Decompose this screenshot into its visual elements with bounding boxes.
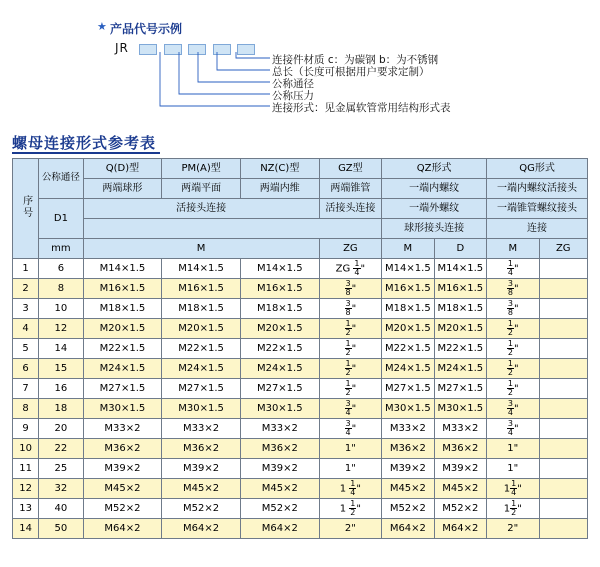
product-code-legend [0,0,600,128]
cell-q: M52×2 [83,499,162,519]
cell-qz-m: M24×1.5 [382,359,434,379]
cell-q: M36×2 [83,439,162,459]
cell-qg-m: $\frac{1}{2}$ " [487,379,539,399]
cell-seq: 2 [13,279,39,299]
legend-item-length: 总长（长度可根据用户要求定制） [272,66,430,78]
cell-qz-m: M45×2 [382,479,434,499]
header-type-q: Q(D)型 [83,159,162,179]
header-unit-qg-m: M [487,239,539,259]
table-row [13,319,588,339]
cell-qz-d: M22×1.5 [434,339,486,359]
cell-qg-zg [539,319,588,339]
header-sub-qz: 一端内螺纹 [382,179,487,199]
cell-q: M27×1.5 [83,379,162,399]
header-sub-qg: 一端内螺纹活接头 [487,179,588,199]
cell-nz: M45×2 [240,479,319,499]
page-title: 螺母连接形式参考表 [12,134,157,152]
header-unit-mm: mm [39,239,83,259]
table-row [13,339,588,359]
cell-nz: M16×1.5 [240,279,319,299]
cell-seq: 14 [13,519,39,539]
cell-qz-m: M39×2 [382,459,434,479]
cell-qz-m: M18×1.5 [382,299,434,319]
header-unit-qg-zg: ZG [539,239,588,259]
cell-qg-zg [539,379,588,399]
table-row [13,479,588,499]
cell-q: M30×1.5 [83,399,162,419]
cell-gz: $\frac{1}{2}$ " [319,379,382,399]
cell-q: M39×2 [83,459,162,479]
header-sub-gz: 两端锥管 [319,179,382,199]
cell-dn: 12 [39,319,83,339]
header-type-qz: QZ形式 [382,159,487,179]
legend-item-nominal-pressure: 公称压力 [272,90,314,102]
table-row [13,419,588,439]
cell-qg-m: 2" [487,519,539,539]
cell-dn: 10 [39,299,83,319]
cell-q: M45×2 [83,479,162,499]
cell-gz: ZG $\frac{1}{4}$ " [319,259,382,279]
cell-pm: M33×2 [162,419,241,439]
cell-pm: M16×1.5 [162,279,241,299]
cell-qg-zg [539,279,588,299]
cell-dn: 25 [39,459,83,479]
header-unit-m: M [83,239,319,259]
cell-qg-zg [539,439,588,459]
cell-qg-m: $\frac{3}{4}$ " [487,419,539,439]
table-row [13,379,588,399]
header-type-qg: QG形式 [487,159,588,179]
cell-nz: M39×2 [240,459,319,479]
cell-qz-m: M22×1.5 [382,339,434,359]
cell-qz-d: M39×2 [434,459,486,479]
cell-qg-m: $\frac{1}{2}$ " [487,339,539,359]
cell-gz: $\frac{3}{4}$ " [319,419,382,439]
header-type-nz: NZ(C)型 [240,159,319,179]
cell-gz: 2" [319,519,382,539]
table-row [13,399,588,419]
cell-qg-zg [539,359,588,379]
cell-pm: M30×1.5 [162,399,241,419]
cell-qg-zg [539,519,588,539]
cell-dn: 8 [39,279,83,299]
cell-dn: 50 [39,519,83,539]
cell-qz-m: M27×1.5 [382,379,434,399]
cell-nz: M22×1.5 [240,339,319,359]
cell-nz: M33×2 [240,419,319,439]
cell-q: M16×1.5 [83,279,162,299]
cell-qz-m: M33×2 [382,419,434,439]
cell-qg-zg [539,499,588,519]
cell-qz-d: M27×1.5 [434,379,486,399]
header-qg-connect: 连接 [487,219,588,239]
cell-dn: 20 [39,419,83,439]
cell-gz: $\frac{1}{2}$ " [319,319,382,339]
header-qz-thread: 一端外螺纹 [382,199,487,219]
table-row [13,279,588,299]
cell-qz-m: M64×2 [382,519,434,539]
cell-qg-m: $\frac{3}{4}$ " [487,399,539,419]
header-gz-connection: 活接头连接 [319,199,382,219]
header-sub-nz: 两端内维 [240,179,319,199]
legend-item-nominal-diameter: 公称通径 [272,78,314,90]
cell-gz: $\frac{3}{8}$ " [319,279,382,299]
cell-q: M24×1.5 [83,359,162,379]
cell-qz-m: M52×2 [382,499,434,519]
cell-qg-m: $\frac{1}{2}$ " [487,359,539,379]
cell-dn: 18 [39,399,83,419]
cell-qz-d: M45×2 [434,479,486,499]
table-row [13,299,588,319]
cell-dn: 16 [39,379,83,399]
cell-nz: M27×1.5 [240,379,319,399]
header-sub-q: 两端球形 [83,179,162,199]
cell-seq: 13 [13,499,39,519]
star-icon: ★ [97,20,107,33]
cell-dn: 40 [39,499,83,519]
nut-connection-table [12,158,588,539]
cell-qz-m: M30×1.5 [382,399,434,419]
table-row [13,519,588,539]
cell-qg-m: $\frac{3}{8}$ " [487,299,539,319]
cell-pm: M36×2 [162,439,241,459]
cell-qz-d: M24×1.5 [434,359,486,379]
cell-qg-zg [539,419,588,439]
cell-qz-m: M16×1.5 [382,279,434,299]
header-type-gz: GZ型 [319,159,382,179]
cell-nz: M14×1.5 [240,259,319,279]
cell-gz: $\frac{1}{2}$ " [319,339,382,359]
cell-seq: 8 [13,399,39,419]
header-unit-zg: ZG [319,239,382,259]
header-type-pm: PM(A)型 [162,159,241,179]
cell-seq: 10 [13,439,39,459]
cell-qz-d: M30×1.5 [434,399,486,419]
table-row [13,459,588,479]
cell-qz-d: M52×2 [434,499,486,519]
cell-gz: $\frac{3}{8}$ " [319,299,382,319]
cell-qg-m: 1" [487,459,539,479]
cell-qg-m: 1 $\frac{1}{4}$ " [487,479,539,499]
cell-dn: 14 [39,339,83,359]
header-left-connection: 活接头连接 [83,199,319,219]
cell-nz: M24×1.5 [240,359,319,379]
cell-seq: 9 [13,419,39,439]
header-unit-qz-m: M [382,239,434,259]
cell-gz: 1 $\frac{1}{2}$ " [319,499,382,519]
cell-q: M64×2 [83,519,162,539]
cell-qg-zg [539,479,588,499]
cell-qg-m: $\frac{1}{2}$ " [487,319,539,339]
cell-q: M33×2 [83,419,162,439]
cell-nz: M30×1.5 [240,399,319,419]
cell-qz-d: M14×1.5 [434,259,486,279]
legend-item-connection-type: 连接形式：见金属软管常用结构形式表 [272,102,451,114]
cell-seq: 5 [13,339,39,359]
title-underline [12,152,160,154]
cell-qg-m: $\frac{3}{8}$ " [487,279,539,299]
cell-gz: 1 $\frac{1}{4}$ " [319,479,382,499]
cell-pm: M64×2 [162,519,241,539]
legend-title: 产品代号示例 [110,22,183,36]
cell-q: M18×1.5 [83,299,162,319]
cell-qz-d: M20×1.5 [434,319,486,339]
cell-qz-m: M20×1.5 [382,319,434,339]
cell-dn: 32 [39,479,83,499]
cell-gz: $\frac{3}{4}$ " [319,399,382,419]
cell-pm: M14×1.5 [162,259,241,279]
table-row [13,359,588,379]
cell-pm: M20×1.5 [162,319,241,339]
cell-q: M22×1.5 [83,339,162,359]
header-sub-pm: 两端平面 [162,179,241,199]
cell-nz: M18×1.5 [240,299,319,319]
header-seq: 序号 [13,159,39,259]
cell-qz-d: M16×1.5 [434,279,486,299]
cell-seq: 11 [13,459,39,479]
cell-qg-zg [539,339,588,359]
legend-item-material: 连接件材质 c：为碳钢 b：为不锈钢 [272,54,439,66]
cell-pm: M39×2 [162,459,241,479]
cell-nz: M52×2 [240,499,319,519]
cell-dn: 22 [39,439,83,459]
cell-dn: 6 [39,259,83,279]
cell-qg-m: 1" [487,439,539,459]
cell-qz-d: M36×2 [434,439,486,459]
cell-qz-d: M33×2 [434,419,486,439]
cell-qz-d: M64×2 [434,519,486,539]
cell-seq: 4 [13,319,39,339]
cell-pm: M52×2 [162,499,241,519]
cell-pm: M22×1.5 [162,339,241,359]
cell-seq: 6 [13,359,39,379]
cell-nz: M20×1.5 [240,319,319,339]
header-qg-thread: 一端锥管螺纹接头 [487,199,588,219]
cell-qg-zg [539,459,588,479]
cell-seq: 3 [13,299,39,319]
table-body [13,259,588,539]
table-row [13,499,588,519]
cell-dn: 15 [39,359,83,379]
header-qz-ball: 球形接头连接 [382,219,487,239]
cell-pm: M27×1.5 [162,379,241,399]
cell-nz: M36×2 [240,439,319,459]
header-d1: D1 [39,199,83,239]
header-blank-left [83,219,382,239]
cell-pm: M24×1.5 [162,359,241,379]
cell-gz: $\frac{1}{2}$ " [319,359,382,379]
cell-seq: 7 [13,379,39,399]
cell-qg-zg [539,259,588,279]
table-row [13,439,588,459]
cell-qg-zg [539,299,588,319]
cell-qg-zg [539,399,588,419]
cell-gz: 1" [319,439,382,459]
cell-qz-m: M14×1.5 [382,259,434,279]
cell-q: M20×1.5 [83,319,162,339]
cell-qz-m: M36×2 [382,439,434,459]
table-row [13,259,588,279]
cell-seq: 12 [13,479,39,499]
cell-nz: M64×2 [240,519,319,539]
cell-qg-m: 1 $\frac{1}{2}$ " [487,499,539,519]
header-dn: 公称通径 [39,159,83,199]
code-prefix: JR [115,41,129,55]
cell-qz-d: M18×1.5 [434,299,486,319]
header-unit-qz-d: D [434,239,486,259]
cell-q: M14×1.5 [83,259,162,279]
cell-qg-m: $\frac{1}{4}$ " [487,259,539,279]
cell-pm: M45×2 [162,479,241,499]
cell-seq: 1 [13,259,39,279]
cell-pm: M18×1.5 [162,299,241,319]
cell-gz: 1" [319,459,382,479]
